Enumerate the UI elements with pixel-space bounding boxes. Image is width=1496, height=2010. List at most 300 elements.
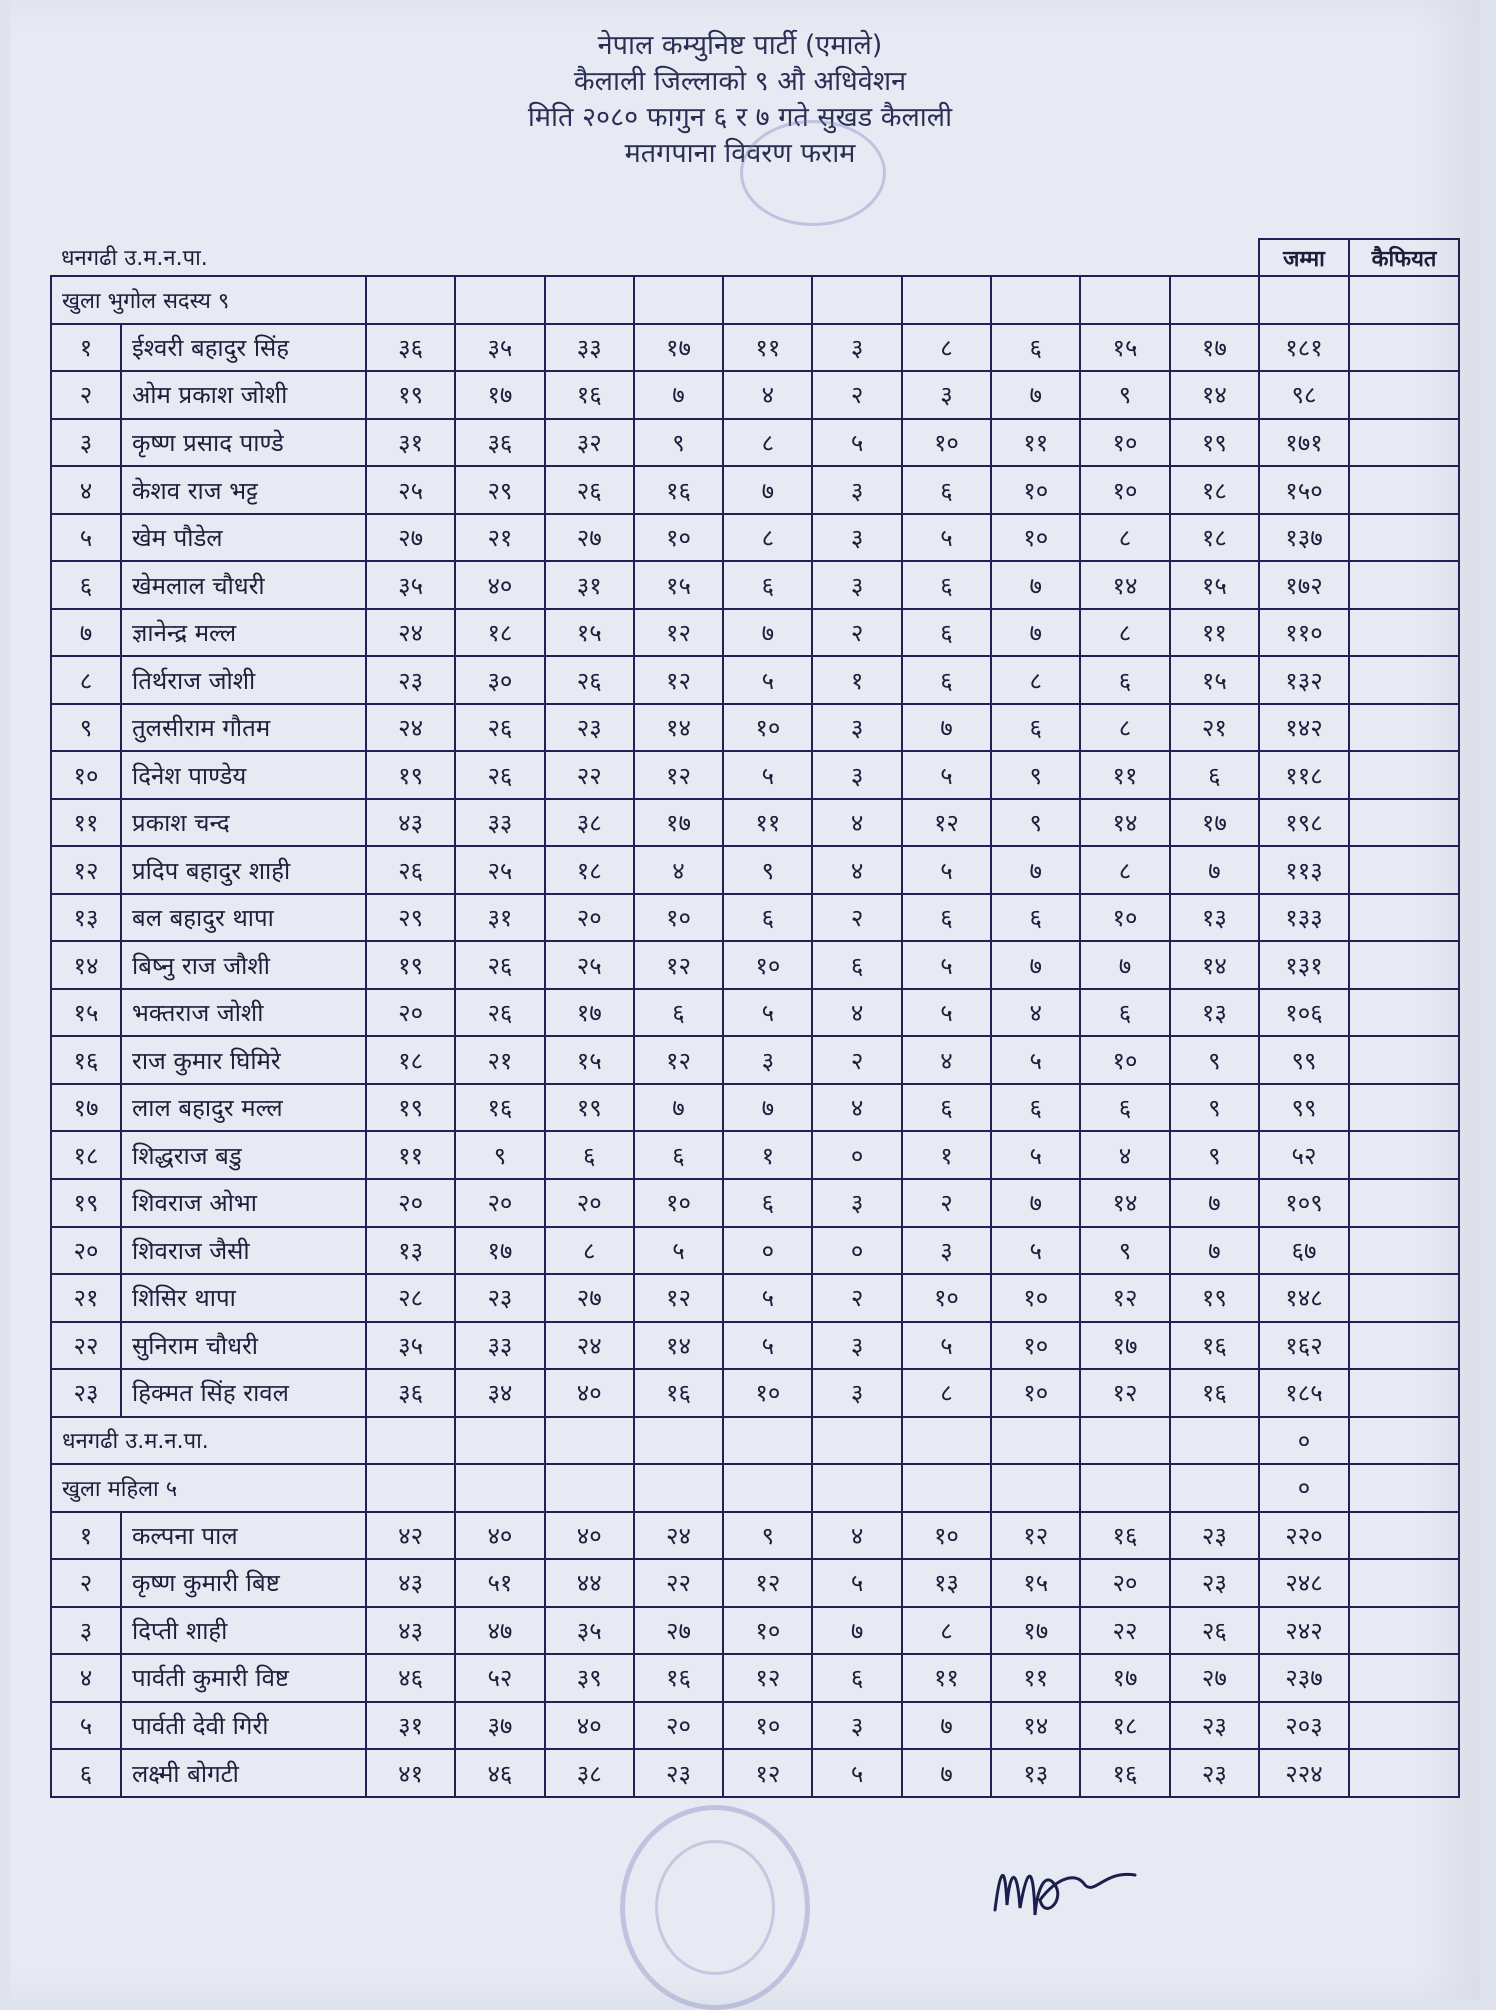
vote-count: २४ [366, 609, 455, 657]
vote-count: ७ [812, 1607, 901, 1655]
vote-count: १२ [634, 609, 723, 657]
vote-count: ७ [723, 1084, 812, 1132]
vote-count: १० [1080, 1036, 1169, 1084]
total-votes: १६२ [1259, 1322, 1349, 1370]
table-row [51, 1322, 1459, 1370]
vote-count: २० [634, 1702, 723, 1750]
vote-count: १७ [634, 324, 723, 372]
vote-count: २ [812, 371, 901, 419]
vote-count: ४ [812, 846, 901, 894]
vote-count: ४ [634, 846, 723, 894]
table-row [51, 371, 1459, 419]
vote-count: ७ [634, 371, 723, 419]
serial-number: २२ [51, 1322, 121, 1370]
vote-count: १० [902, 419, 991, 467]
vote-count: १४ [1170, 941, 1259, 989]
vote-count: १८ [1080, 1702, 1169, 1750]
empty-cell [812, 1417, 901, 1465]
vote-count: २९ [366, 894, 455, 942]
vote-count: ३ [812, 466, 901, 514]
vote-count: १० [723, 1702, 812, 1750]
total-votes: १३२ [1259, 656, 1349, 704]
vote-count: ४६ [455, 1749, 544, 1797]
remarks-cell [1349, 1654, 1459, 1702]
vote-count: १७ [545, 989, 634, 1037]
vote-count: ३ [812, 751, 901, 799]
serial-number: १५ [51, 989, 121, 1037]
vote-count: ५ [723, 989, 812, 1037]
section-title: खुला महिला ५ [51, 1464, 366, 1512]
vote-count: १८ [1170, 514, 1259, 562]
vote-count: १४ [1080, 799, 1169, 847]
vote-count: ५२ [455, 1654, 544, 1702]
vote-count: २३ [1170, 1512, 1259, 1560]
vote-count: ११ [991, 419, 1080, 467]
empty-cell [902, 1464, 991, 1512]
serial-number: १२ [51, 846, 121, 894]
vote-count: १० [902, 1512, 991, 1560]
candidate-name: शिवराज जैसी [121, 1227, 366, 1275]
vote-count: ३ [812, 1702, 901, 1750]
vote-count: ३ [812, 1369, 901, 1417]
vote-count: ३३ [455, 799, 544, 847]
stamp-seal-bottom [620, 1805, 810, 2010]
remarks-cell [1349, 324, 1459, 372]
remarks-cell [1349, 846, 1459, 894]
vote-count: २३ [1170, 1749, 1259, 1797]
vote-count: ९ [991, 799, 1080, 847]
vote-count: २३ [634, 1749, 723, 1797]
vote-count: ६ [1080, 656, 1169, 704]
total-votes: ११८ [1259, 751, 1349, 799]
vote-count: १८ [1170, 466, 1259, 514]
remarks-cell [1349, 941, 1459, 989]
serial-number: ७ [51, 609, 121, 657]
vote-count: ४३ [366, 1607, 455, 1655]
vote-count: ३६ [366, 324, 455, 372]
vote-count: १९ [366, 1084, 455, 1132]
empty-cell [991, 1464, 1080, 1512]
vote-count: ६ [545, 1131, 634, 1179]
vote-count: ८ [902, 1369, 991, 1417]
remarks-cell [1349, 1749, 1459, 1797]
vote-count: १ [812, 656, 901, 704]
vote-count: २३ [545, 704, 634, 752]
vote-count: ६ [991, 324, 1080, 372]
vote-count: ३ [812, 561, 901, 609]
table-row [51, 609, 1459, 657]
remarks-cell [1349, 1369, 1459, 1417]
serial-number: ८ [51, 656, 121, 704]
section-open-women [51, 1464, 1459, 1512]
empty-cell [812, 1464, 901, 1512]
candidate-name: कृष्ण कुमारी बिष्ट [121, 1559, 366, 1607]
vote-count: १९ [545, 1084, 634, 1132]
vote-count: १७ [1080, 1322, 1169, 1370]
vote-count: ११ [1170, 609, 1259, 657]
serial-number: १६ [51, 1036, 121, 1084]
vote-count: ८ [1080, 704, 1169, 752]
vote-count: १० [991, 466, 1080, 514]
remarks-cell [1349, 704, 1459, 752]
vote-count: ५ [723, 1274, 812, 1322]
table-row [51, 941, 1459, 989]
vote-count: २२ [634, 1559, 723, 1607]
empty-cell [455, 276, 544, 324]
vote-count: ५ [991, 1227, 1080, 1275]
total-votes: २३७ [1259, 1654, 1349, 1702]
vote-count: १६ [455, 1084, 544, 1132]
vote-count: ४० [545, 1702, 634, 1750]
remarks-cell [1349, 609, 1459, 657]
candidate-name: खेमलाल चौधरी [121, 561, 366, 609]
vote-count: १ [902, 1131, 991, 1179]
serial-number: २ [51, 371, 121, 419]
table-row [51, 1274, 1459, 1322]
vote-count: ४ [812, 1512, 901, 1560]
vote-count: १० [723, 941, 812, 989]
vote-count: ७ [902, 1702, 991, 1750]
total-votes: १०९ [1259, 1179, 1349, 1227]
empty-cell [545, 276, 634, 324]
vote-count: १२ [634, 656, 723, 704]
vote-count: १२ [723, 1654, 812, 1702]
vote-count: ६ [812, 1654, 901, 1702]
vote-count: ३ [902, 1227, 991, 1275]
candidate-name: शिवराज ओभा [121, 1179, 366, 1227]
vote-count: १० [723, 1369, 812, 1417]
serial-number: २३ [51, 1369, 121, 1417]
vote-count: ६ [902, 656, 991, 704]
vote-count: ५ [634, 1227, 723, 1275]
vote-count: ६ [902, 466, 991, 514]
total-votes: १७२ [1259, 561, 1349, 609]
empty-cell [1170, 1464, 1259, 1512]
vote-count: १ [723, 1131, 812, 1179]
vote-count: १० [723, 1607, 812, 1655]
vote-count: १० [634, 894, 723, 942]
vote-count: १८ [366, 1036, 455, 1084]
remarks-cell [1349, 466, 1459, 514]
vote-count: ११ [723, 799, 812, 847]
vote-count: ९ [455, 1131, 544, 1179]
serial-number: ५ [51, 514, 121, 562]
empty-cell [1080, 1464, 1169, 1512]
empty-cell [991, 1417, 1080, 1465]
vote-count: १६ [1080, 1512, 1169, 1560]
vote-count: ४० [545, 1369, 634, 1417]
vote-count: २७ [366, 514, 455, 562]
vote-count: ३ [812, 704, 901, 752]
form-title: मतगपाना विवरण फराम [624, 138, 856, 169]
vote-count: १४ [634, 1322, 723, 1370]
vote-count: २६ [1170, 1607, 1259, 1655]
empty-cell [991, 276, 1080, 324]
table-row [51, 1702, 1459, 1750]
total-votes: ५२ [1259, 1131, 1349, 1179]
vote-count: ३ [812, 324, 901, 372]
candidate-name: लक्ष्मी बोगटी [121, 1749, 366, 1797]
vote-count: ४ [1080, 1131, 1169, 1179]
vote-count: ५ [723, 1322, 812, 1370]
vote-count: १५ [991, 1559, 1080, 1607]
vote-count: ३१ [455, 894, 544, 942]
vote-count: ६ [723, 894, 812, 942]
vote-count: २६ [455, 704, 544, 752]
empty-cell [366, 1417, 455, 1465]
vote-count: १० [1080, 894, 1169, 942]
vote-count: ४ [723, 371, 812, 419]
candidate-name: प्रकाश चन्द [121, 799, 366, 847]
remarks-cell [1349, 1512, 1459, 1560]
vote-count: ९ [1170, 1084, 1259, 1132]
vote-count: १३ [1170, 894, 1259, 942]
total-votes: १९८ [1259, 799, 1349, 847]
serial-number: ९ [51, 704, 121, 752]
remarks-cell [1349, 1131, 1459, 1179]
candidate-name: सुनिराम चौधरी [121, 1322, 366, 1370]
table-row [51, 1084, 1459, 1132]
vote-count: ४० [545, 1512, 634, 1560]
convention-title: कैलाली जिल्लाको ९ औ अधिवेशन [573, 66, 907, 97]
vote-count: ६ [634, 989, 723, 1037]
vote-count: १५ [1170, 656, 1259, 704]
remarks-cell [1349, 1274, 1459, 1322]
vote-count: १३ [902, 1559, 991, 1607]
vote-count: १२ [1080, 1274, 1169, 1322]
vote-count: १७ [455, 1227, 544, 1275]
vote-count: २६ [455, 751, 544, 799]
vote-count: ८ [1080, 514, 1169, 562]
vote-count: १६ [634, 466, 723, 514]
vote-count: ७ [991, 941, 1080, 989]
vote-count: १२ [634, 1274, 723, 1322]
vote-count: ८ [1080, 609, 1169, 657]
vote-count: ५ [902, 1322, 991, 1370]
vote-count: ४३ [366, 799, 455, 847]
remarks-cell [1349, 989, 1459, 1037]
vote-count: ० [812, 1131, 901, 1179]
candidate-name: प्रदिप बहादुर शाही [121, 846, 366, 894]
vote-count: २ [812, 609, 901, 657]
serial-number: ६ [51, 561, 121, 609]
table-row [51, 1559, 1459, 1607]
vote-count: ७ [723, 466, 812, 514]
serial-number: १७ [51, 1084, 121, 1132]
vote-count: २१ [455, 514, 544, 562]
empty-cell [545, 1417, 634, 1465]
vote-count: ३ [902, 371, 991, 419]
vote-count: २ [812, 1274, 901, 1322]
table-row [51, 324, 1459, 372]
vote-count: २५ [455, 846, 544, 894]
table-row [51, 751, 1459, 799]
vote-count: २० [455, 1179, 544, 1227]
vote-count: १४ [1080, 1179, 1169, 1227]
vote-count: १८ [455, 609, 544, 657]
serial-number: ५ [51, 1702, 121, 1750]
remarks-cell [1349, 894, 1459, 942]
vote-count: १७ [1080, 1654, 1169, 1702]
vote-count: १२ [634, 751, 723, 799]
serial-number: १ [51, 324, 121, 372]
vote-count: २४ [634, 1512, 723, 1560]
vote-count: ० [723, 1227, 812, 1275]
total-votes: ९८ [1259, 371, 1349, 419]
empty-cell [1080, 1417, 1169, 1465]
serial-number: १९ [51, 1179, 121, 1227]
candidate-name: बल बहादुर थापा [121, 894, 366, 942]
vote-count: २६ [455, 941, 544, 989]
serial-number: २० [51, 1227, 121, 1275]
vote-count: ५ [723, 751, 812, 799]
vote-count: ८ [902, 1607, 991, 1655]
vote-count: २८ [366, 1274, 455, 1322]
vote-count: ८ [723, 514, 812, 562]
total-votes: १४८ [1259, 1274, 1349, 1322]
vote-count: १० [723, 704, 812, 752]
vote-count: ६ [991, 894, 1080, 942]
vote-count: ९ [1170, 1036, 1259, 1084]
vote-count: २१ [455, 1036, 544, 1084]
total-votes: ९९ [1259, 1036, 1349, 1084]
section-total: ० [1259, 1417, 1349, 1465]
vote-count: १५ [545, 1036, 634, 1084]
remarks-cell [1349, 656, 1459, 704]
vote-count: ३६ [455, 419, 544, 467]
vote-count: ५१ [455, 1559, 544, 1607]
serial-number: १० [51, 751, 121, 799]
candidate-name: शिसिर थापा [121, 1274, 366, 1322]
total-votes: ६७ [1259, 1227, 1349, 1275]
table-row [51, 1607, 1459, 1655]
serial-number: ६ [51, 1749, 121, 1797]
vote-count: २३ [366, 656, 455, 704]
candidate-name: कृष्ण प्रसाद पाण्डे [121, 419, 366, 467]
party-name: नेपाल कम्युनिष्ट पार्टी (एमाले) [597, 30, 883, 61]
vote-count: ११ [991, 1654, 1080, 1702]
vote-count: ४३ [366, 1559, 455, 1607]
vote-count: ६ [991, 704, 1080, 752]
vote-count: १४ [1080, 561, 1169, 609]
vote-count: २५ [366, 466, 455, 514]
vote-count: ८ [991, 656, 1080, 704]
vote-count: ७ [902, 704, 991, 752]
empty-cell [634, 276, 723, 324]
table-row [51, 1749, 1459, 1797]
candidate-name: पार्वती कुमारी विष्ट [121, 1654, 366, 1702]
vote-count: २३ [455, 1274, 544, 1322]
remarks-cell [1349, 561, 1459, 609]
total-column-header: जम्मा [1259, 239, 1349, 276]
form-header [0, 28, 1480, 172]
table-row [51, 561, 1459, 609]
vote-count: ३३ [455, 1322, 544, 1370]
table-row [51, 1227, 1459, 1275]
municipality-label: धनगढी उ.म.न.पा. [61, 246, 208, 272]
serial-number: ४ [51, 466, 121, 514]
vote-count: ७ [1170, 1227, 1259, 1275]
vote-count: ० [812, 1227, 901, 1275]
vote-count: ६ [723, 561, 812, 609]
table-row [51, 704, 1459, 752]
remarks-cell [1349, 1607, 1459, 1655]
vote-count: १२ [1080, 1369, 1169, 1417]
serial-number: १८ [51, 1131, 121, 1179]
vote-count: १० [1080, 419, 1169, 467]
serial-number: ११ [51, 799, 121, 847]
section-total: ० [1259, 1464, 1349, 1512]
table-row [51, 466, 1459, 514]
vote-count: ७ [1080, 941, 1169, 989]
remarks-cell [1349, 1559, 1459, 1607]
vote-count: ३३ [545, 324, 634, 372]
vote-count: १९ [1170, 419, 1259, 467]
vote-count: १५ [1080, 324, 1169, 372]
total-votes: ११० [1259, 609, 1349, 657]
date-venue: मिति २०८० फागुन ६ र ७ गते सुखड कैलाली [527, 102, 953, 133]
remarks-cell [1349, 419, 1459, 467]
vote-count: १७ [1170, 799, 1259, 847]
serial-number: ३ [51, 1607, 121, 1655]
vote-count: ३५ [366, 1322, 455, 1370]
empty-cell [723, 276, 812, 324]
remarks-cell [1349, 751, 1459, 799]
empty-cell [1170, 1417, 1259, 1465]
vote-count: ६ [991, 1084, 1080, 1132]
vote-count: ९ [634, 419, 723, 467]
candidate-name: ज्ञानेन्द्र मल्ल [121, 609, 366, 657]
vote-count: ३९ [545, 1654, 634, 1702]
vote-count: २७ [545, 514, 634, 562]
total-votes: १७१ [1259, 419, 1349, 467]
vote-count: १७ [991, 1607, 1080, 1655]
remarks-cell [1349, 371, 1459, 419]
vote-count: २७ [1170, 1654, 1259, 1702]
empty-cell [902, 1417, 991, 1465]
table-row [51, 1369, 1459, 1417]
vote-count: २१ [1170, 704, 1259, 752]
empty-cell [723, 1417, 812, 1465]
vote-count: १९ [366, 371, 455, 419]
vote-count: ९ [723, 846, 812, 894]
candidate-name: कल्पना पाल [121, 1512, 366, 1560]
vote-count: ४० [455, 1512, 544, 1560]
vote-count: २५ [545, 941, 634, 989]
vote-count: ७ [991, 609, 1080, 657]
vote-count: ६ [1080, 1084, 1169, 1132]
vote-count: २६ [545, 466, 634, 514]
vote-count: ७ [991, 1179, 1080, 1227]
vote-count: ११ [902, 1654, 991, 1702]
vote-count: १० [991, 1274, 1080, 1322]
remarks-cell [1349, 1702, 1459, 1750]
section-total [1259, 276, 1349, 324]
remarks-cell [1349, 1179, 1459, 1227]
table-row [51, 1179, 1459, 1227]
vote-count: २ [812, 1036, 901, 1084]
vote-count-table [50, 238, 1460, 1798]
vote-count: ४२ [366, 1512, 455, 1560]
vote-count: १२ [634, 1036, 723, 1084]
table-row [51, 989, 1459, 1037]
vote-count: १५ [1170, 561, 1259, 609]
vote-count: ६ [723, 1179, 812, 1227]
vote-count: १६ [634, 1369, 723, 1417]
vote-count: १७ [1170, 324, 1259, 372]
signature [985, 1830, 1145, 1940]
vote-count: ११ [1080, 751, 1169, 799]
